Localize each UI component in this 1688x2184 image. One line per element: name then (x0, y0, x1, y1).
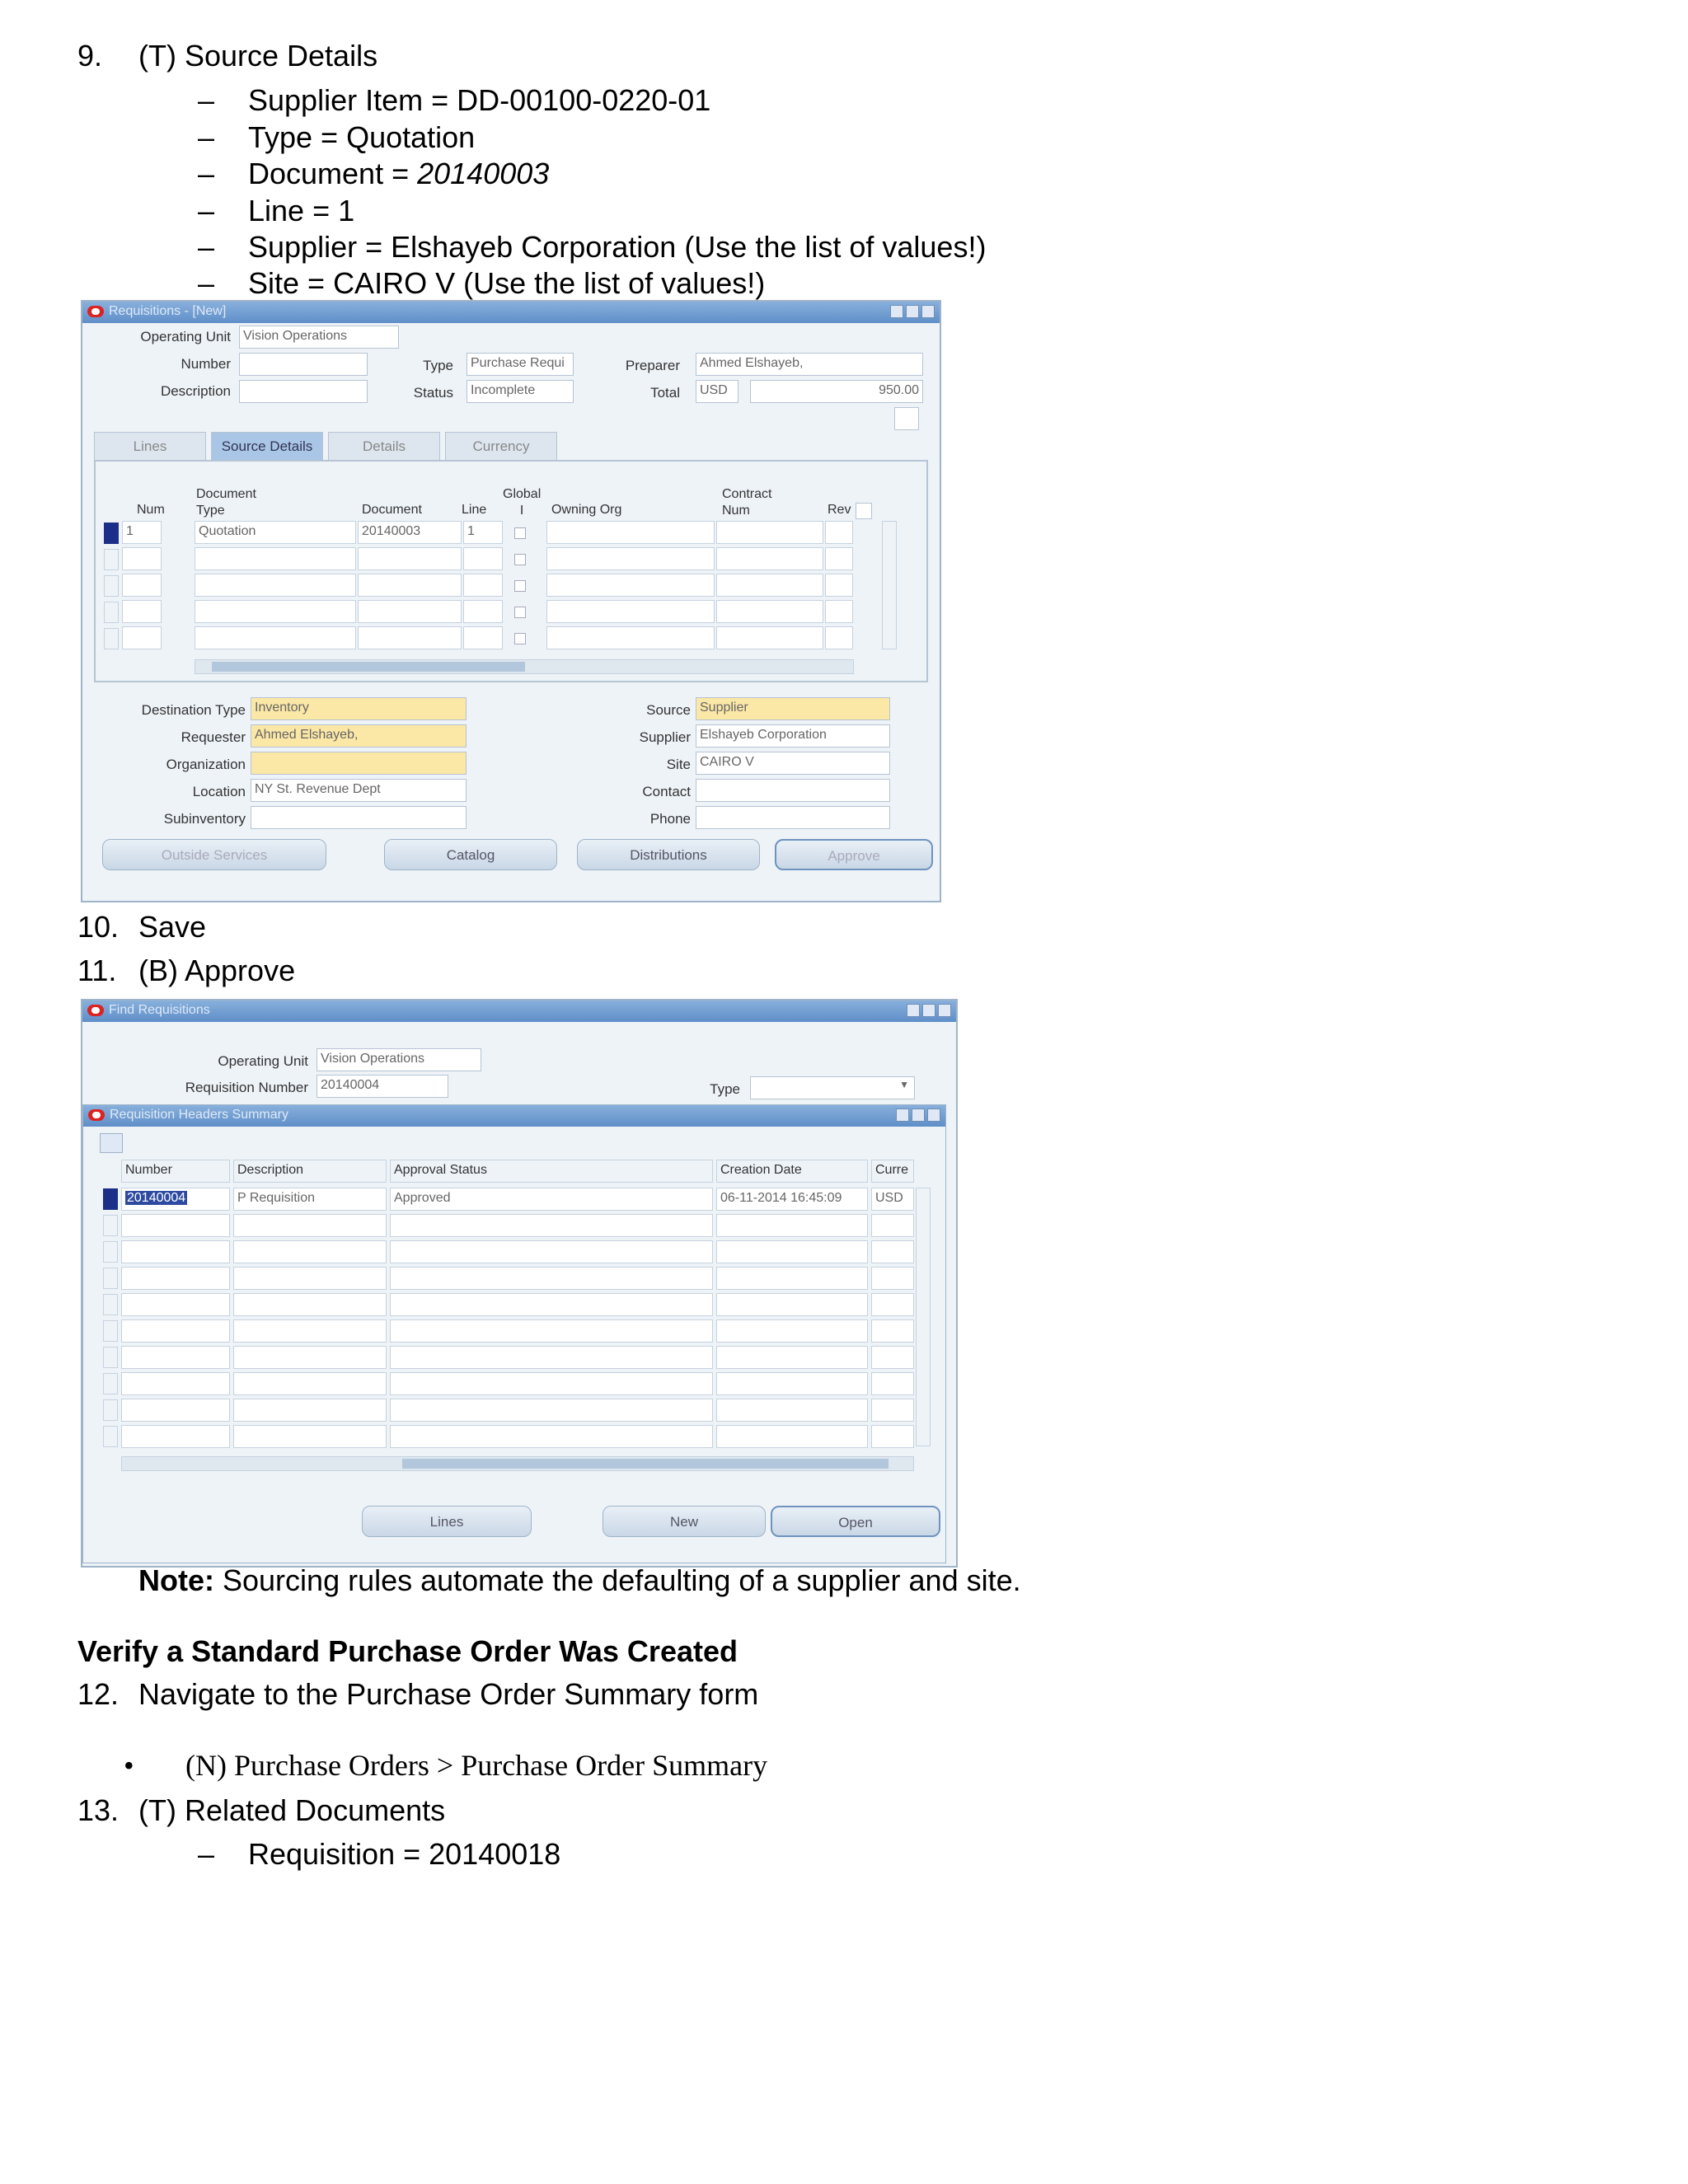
empty-cell[interactable] (233, 1319, 387, 1343)
item-prefix: Site = (248, 266, 334, 300)
supplier-field[interactable]: Elshayeb Corporation (696, 724, 890, 748)
row-selector[interactable] (103, 1241, 118, 1263)
note-text: Sourcing rules automate the defaulting of a supplier and site. (214, 1563, 1021, 1597)
empty-cell[interactable] (390, 1399, 713, 1422)
scroll-thumb[interactable] (212, 662, 525, 672)
flex-field[interactable] (894, 407, 919, 430)
empty-cell[interactable] (716, 1293, 868, 1316)
empty-cell[interactable] (358, 574, 462, 597)
col-number[interactable]: Number (121, 1160, 230, 1183)
col-description[interactable]: Description (233, 1160, 387, 1183)
row1-document-type[interactable]: Quotation (195, 521, 356, 544)
source-label: Source (646, 702, 691, 718)
empty-cell[interactable] (121, 1267, 230, 1290)
empty-cell[interactable] (716, 1399, 868, 1422)
oracle-logo-icon (88, 1109, 105, 1121)
minimize-icon[interactable] (907, 1004, 920, 1017)
row1-global-checkbox[interactable] (514, 527, 526, 539)
row1-owning-org[interactable] (546, 521, 715, 544)
oracle-logo-icon (87, 1005, 104, 1016)
step-number: 10. (77, 910, 120, 944)
empty-cell[interactable] (716, 574, 823, 597)
row-selector[interactable] (104, 575, 119, 597)
tab-details[interactable]: Details (328, 432, 440, 460)
folder-tools-icon[interactable] (100, 1133, 123, 1153)
preparer-field[interactable]: Ahmed Elshayeb, (696, 353, 923, 376)
currency-field: USD (696, 380, 738, 403)
dash: – (198, 230, 215, 264)
empty-cell[interactable] (463, 626, 503, 649)
step-text: Navigate to the Purchase Order Summary form (138, 1677, 759, 1711)
status-label: Status (413, 385, 453, 401)
empty-cell[interactable] (121, 1372, 230, 1395)
empty-cell[interactable] (716, 1346, 868, 1369)
empty-cell[interactable] (871, 1319, 914, 1343)
organization-field[interactable] (251, 752, 467, 775)
organization-label: Organization (166, 757, 246, 772)
row-selector[interactable] (104, 628, 119, 649)
empty-cell[interactable] (195, 626, 356, 649)
empty-cell[interactable] (871, 1346, 914, 1369)
empty-cell[interactable] (121, 1319, 230, 1343)
empty-cell[interactable] (233, 1293, 387, 1316)
contact-label: Contact (642, 784, 691, 799)
type-field[interactable]: Purchase Requi (467, 353, 574, 376)
total-field: 950.00 (750, 380, 923, 403)
col-document-type: Document Type (196, 487, 256, 518)
empty-cell[interactable] (716, 1267, 868, 1290)
empty-cell[interactable] (121, 1399, 230, 1422)
summary-titlebar (83, 1105, 945, 1127)
item-value: Quotation (346, 120, 476, 154)
global-checkbox[interactable] (514, 633, 526, 644)
item-value: DD-00100-0220-01 (457, 83, 711, 117)
empty-cell[interactable] (871, 1372, 914, 1395)
minimize-icon[interactable] (890, 305, 903, 318)
item-text: Requisition = 20140018 (248, 1837, 561, 1871)
empty-cell[interactable] (825, 574, 853, 597)
tab-bar (94, 432, 926, 460)
maximize-icon[interactable] (922, 1004, 935, 1017)
item-value: Elshayeb Corporation (Use the list of values!) (391, 230, 987, 264)
empty-cell[interactable] (233, 1214, 387, 1237)
step-number: 12. (77, 1677, 120, 1711)
empty-cell[interactable] (871, 1425, 914, 1448)
close-icon[interactable] (938, 1004, 951, 1017)
row-selector[interactable] (103, 1294, 118, 1315)
number-label: Number (181, 356, 231, 372)
empty-cell[interactable] (358, 626, 462, 649)
site-field[interactable]: CAIRO V (696, 752, 890, 775)
step-number: 13. (77, 1793, 120, 1827)
row-selector[interactable] (103, 1268, 118, 1289)
maximize-icon[interactable] (906, 305, 919, 318)
source-field[interactable]: Supplier (696, 697, 890, 720)
empty-cell[interactable] (716, 547, 823, 570)
row1-approval-status[interactable]: Approved (390, 1188, 713, 1211)
tab-lines[interactable]: Lines (94, 432, 206, 460)
empty-cell[interactable] (121, 1425, 230, 1448)
navigation-path: (N) Purchase Orders > Purchase Order Summary (185, 1749, 768, 1782)
row1-contract-num[interactable] (716, 521, 823, 544)
row-selector[interactable] (103, 1347, 118, 1368)
empty-cell[interactable] (716, 600, 823, 623)
dash: – (198, 194, 215, 227)
requisition-number-label: Requisition Number (185, 1080, 308, 1095)
empty-cell[interactable] (463, 547, 503, 570)
empty-cell[interactable] (390, 1372, 713, 1395)
row1-rev[interactable] (825, 521, 853, 544)
empty-cell[interactable] (871, 1267, 914, 1290)
row-selector-active[interactable] (103, 1188, 118, 1210)
phone-field[interactable] (696, 806, 890, 829)
requisition-headers-summary-window (82, 1104, 946, 1563)
empty-cell[interactable] (716, 1425, 868, 1448)
global-checkbox[interactable] (514, 607, 526, 618)
empty-cell[interactable] (121, 1240, 230, 1263)
preparer-label: Preparer (625, 358, 680, 373)
status-field: Incomplete (467, 380, 574, 403)
requester-label: Requester (181, 729, 246, 745)
requester-field[interactable]: Ahmed Elshayeb, (251, 724, 467, 748)
tab-source-details[interactable]: Source Details (211, 432, 323, 460)
note-label: Note: (138, 1563, 214, 1597)
empty-cell[interactable] (716, 1319, 868, 1343)
row1-number[interactable] (121, 1188, 230, 1211)
step-text: (T) Related Documents (138, 1793, 446, 1827)
row-selector[interactable] (103, 1426, 118, 1447)
empty-cell[interactable] (233, 1425, 387, 1448)
row-selector[interactable] (103, 1373, 118, 1394)
type-select[interactable] (750, 1076, 915, 1099)
close-icon[interactable] (921, 305, 935, 318)
site-label: Site (666, 757, 691, 772)
location-field[interactable]: NY St. Revenue Dept (251, 779, 467, 802)
empty-cell[interactable] (358, 547, 462, 570)
number-field[interactable] (239, 353, 368, 376)
summary-title: Requisition Headers Summary (110, 1108, 288, 1122)
row-selector[interactable] (104, 549, 119, 570)
empty-cell[interactable] (233, 1346, 387, 1369)
window-titlebar (82, 302, 940, 323)
item-prefix: Line = (248, 194, 339, 227)
empty-cell[interactable] (825, 626, 853, 649)
step-number: 9. (77, 39, 103, 73)
step-text: (T) Source Details (138, 39, 378, 73)
row-selector[interactable] (104, 602, 119, 623)
item-prefix: Document = (248, 157, 418, 190)
distributions-button[interactable]: Distributions (577, 839, 760, 870)
empty-cell[interactable] (390, 1346, 713, 1369)
type-label: Type (710, 1081, 740, 1097)
empty-cell[interactable] (716, 1372, 868, 1395)
col-rev: Rev (828, 503, 851, 517)
dash: – (198, 157, 215, 190)
new-button[interactable]: New (603, 1506, 766, 1537)
folder-toggle[interactable] (856, 503, 872, 519)
total-label: Total (650, 385, 680, 401)
destination-type-label: Destination Type (141, 702, 246, 718)
item-prefix: Supplier Item = (248, 83, 457, 117)
operating-unit-field[interactable]: Vision Operations (316, 1048, 481, 1071)
row1-number-text: 20140004 (127, 1191, 186, 1205)
subinventory-label: Subinventory (163, 811, 246, 827)
global-checkbox[interactable] (514, 580, 526, 592)
description-field[interactable] (239, 380, 368, 403)
row-selector[interactable] (103, 1320, 118, 1342)
empty-cell[interactable] (871, 1399, 914, 1422)
maximize-icon[interactable] (912, 1108, 925, 1122)
scroll-thumb[interactable] (402, 1459, 889, 1469)
horizontal-scrollbar[interactable] (195, 659, 854, 674)
item-value: 20140003 (417, 157, 550, 190)
empty-cell[interactable] (233, 1399, 387, 1422)
empty-cell[interactable] (195, 547, 356, 570)
approve-button[interactable]: Approve (775, 839, 933, 870)
vertical-scrollbar[interactable] (916, 1188, 931, 1446)
empty-cell[interactable] (825, 600, 853, 623)
subinventory-field[interactable] (251, 806, 467, 829)
location-label: Location (192, 784, 246, 799)
empty-cell[interactable] (390, 1267, 713, 1290)
empty-cell[interactable] (390, 1319, 713, 1343)
empty-cell[interactable] (358, 600, 462, 623)
operating-unit-field[interactable]: Vision Operations (239, 326, 399, 349)
window-titlebar (82, 1001, 956, 1022)
requisition-number-field[interactable]: 20140004 (316, 1075, 448, 1098)
empty-cell[interactable] (390, 1293, 713, 1316)
dash: – (198, 120, 215, 154)
empty-cell[interactable] (121, 1346, 230, 1369)
row-selector[interactable] (103, 1215, 118, 1236)
lines-button[interactable]: Lines (362, 1506, 532, 1537)
empty-cell[interactable] (871, 1240, 914, 1263)
catalog-button[interactable]: Catalog (384, 839, 557, 870)
dash: – (198, 1837, 215, 1871)
row1-currency[interactable]: USD (871, 1188, 914, 1211)
empty-cell[interactable] (233, 1372, 387, 1395)
window-title: Find Requisitions (109, 1003, 210, 1017)
row1-creation-date[interactable]: 06-11-2014 16:45:09 (716, 1188, 868, 1211)
step-number: 11. (77, 954, 117, 987)
item-value: CAIRO V (Use the list of values!) (333, 266, 766, 300)
step-text: (B) Approve (138, 954, 296, 987)
empty-cell[interactable] (233, 1267, 387, 1290)
horizontal-scrollbar[interactable] (121, 1456, 914, 1471)
vertical-scrollbar[interactable] (882, 521, 897, 649)
empty-cell[interactable] (546, 547, 715, 570)
chevron-down-icon[interactable]: ▼ (899, 1079, 909, 1090)
empty-cell[interactable] (390, 1425, 713, 1448)
row1-line[interactable]: 1 (463, 521, 503, 544)
row-selector[interactable] (103, 1399, 118, 1421)
empty-cell[interactable] (716, 1214, 868, 1237)
empty-cell[interactable] (463, 574, 503, 597)
empty-cell[interactable] (546, 574, 715, 597)
empty-cell[interactable] (122, 626, 162, 649)
empty-cell[interactable] (546, 626, 715, 649)
empty-cell[interactable] (546, 600, 715, 623)
empty-cell[interactable] (390, 1214, 713, 1237)
row-selector-active[interactable] (104, 523, 119, 544)
col-contract-num: Contract Num (722, 487, 772, 518)
operating-unit-label: Operating Unit (140, 329, 231, 344)
empty-cell[interactable] (233, 1240, 387, 1263)
contact-field[interactable] (696, 779, 890, 802)
open-button[interactable]: Open (771, 1506, 940, 1537)
col-owning-org: Owning Org (551, 503, 622, 517)
empty-cell[interactable] (195, 600, 356, 623)
empty-cell[interactable] (463, 600, 503, 623)
col-num: Num (137, 503, 165, 517)
tab-currency[interactable]: Currency (445, 432, 557, 460)
oracle-logo-icon (87, 306, 104, 317)
col-approval-status[interactable]: Approval Status (390, 1160, 713, 1183)
description-label: Description (160, 383, 231, 399)
empty-cell[interactable] (122, 600, 162, 623)
empty-cell[interactable] (390, 1240, 713, 1263)
item-prefix: Type = (248, 120, 347, 154)
step-text: Save (138, 910, 207, 944)
empty-cell[interactable] (122, 547, 162, 570)
item-prefix: Supplier = (248, 230, 392, 264)
source-details-panel (94, 460, 928, 682)
row1-num[interactable]: 1 (122, 521, 162, 544)
minimize-icon[interactable] (896, 1108, 909, 1122)
dash: – (198, 83, 215, 117)
row1-description[interactable]: P Requisition (233, 1188, 387, 1211)
empty-cell[interactable] (121, 1214, 230, 1237)
global-checkbox[interactable] (514, 554, 526, 565)
bullet: • (124, 1749, 134, 1782)
empty-cell[interactable] (716, 626, 823, 649)
empty-cell[interactable] (871, 1293, 914, 1316)
col-line: Line (462, 503, 487, 517)
operating-unit-label: Operating Unit (218, 1053, 308, 1069)
col-global: Global I (503, 487, 542, 518)
item-value: 1 (338, 194, 355, 227)
close-icon[interactable] (927, 1108, 940, 1122)
type-label: Type (423, 358, 453, 373)
find-requisitions-window (81, 999, 958, 1568)
outside-services-button[interactable]: Outside Services (102, 839, 326, 870)
supplier-label: Supplier (639, 729, 691, 745)
col-creation-date[interactable]: Creation Date (716, 1160, 868, 1183)
empty-cell[interactable] (121, 1293, 230, 1316)
empty-cell[interactable] (825, 547, 853, 570)
empty-cell[interactable] (716, 1240, 868, 1263)
dash: – (198, 266, 215, 300)
window-title: Requisitions - [New] (109, 304, 227, 318)
section-heading: Verify a Standard Purchase Order Was Created (77, 1634, 738, 1668)
col-currency[interactable]: Curre (871, 1160, 914, 1183)
row1-document[interactable]: 20140003 (358, 521, 462, 544)
requisitions-window (81, 300, 941, 902)
phone-label: Phone (649, 811, 691, 827)
col-document: Document (362, 503, 422, 517)
empty-cell[interactable] (195, 574, 356, 597)
empty-cell[interactable] (122, 574, 162, 597)
empty-cell[interactable] (871, 1214, 914, 1237)
destination-type-field[interactable]: Inventory (251, 697, 467, 720)
